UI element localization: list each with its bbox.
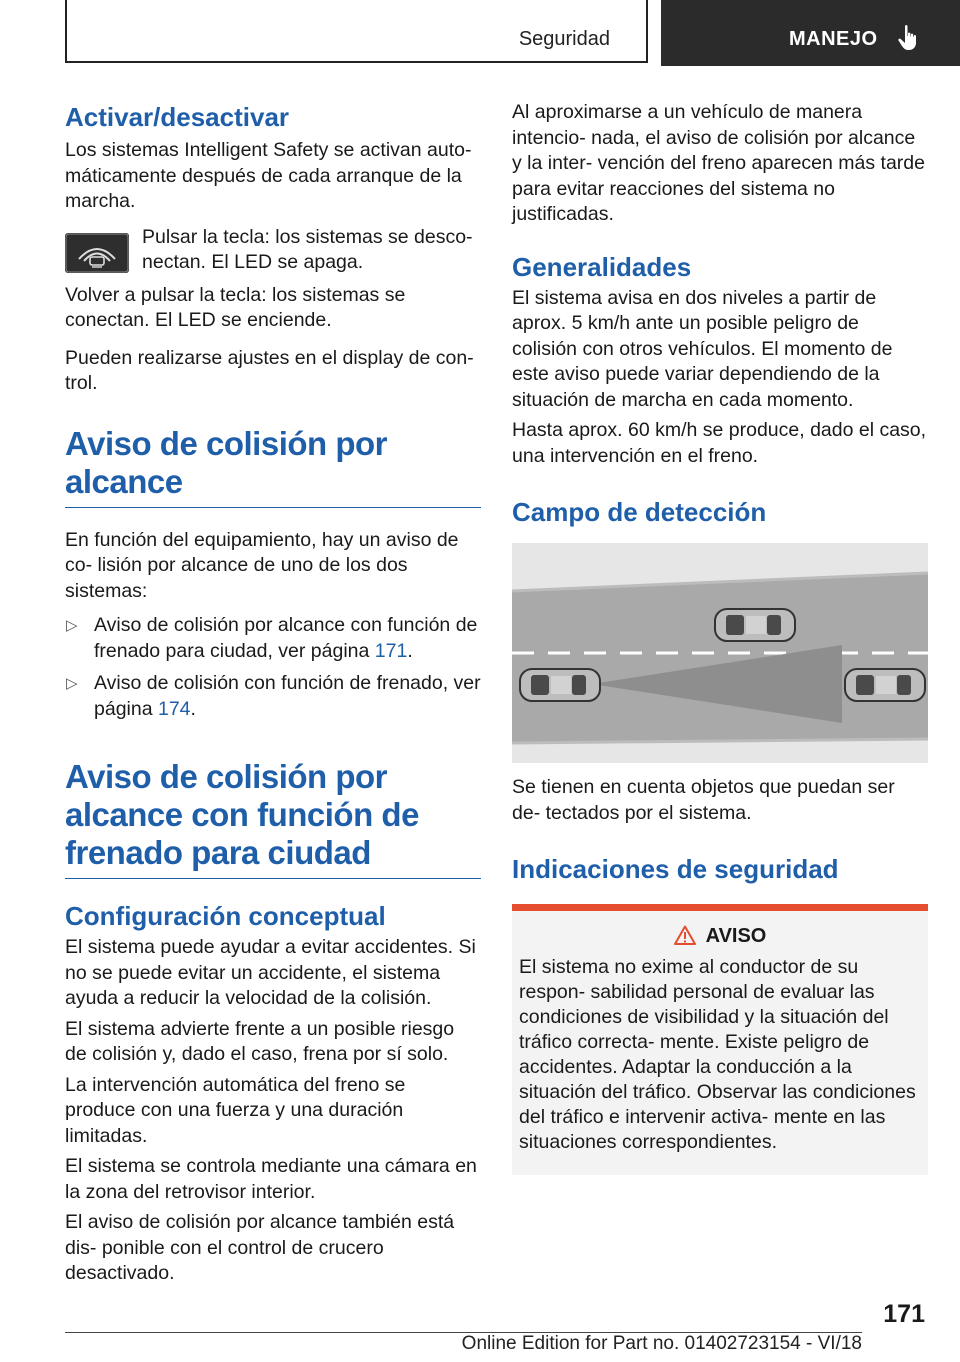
hand-pointer-icon: [897, 24, 921, 57]
warning-bar: [512, 904, 928, 911]
bullet-triangle-icon: ▷: [66, 617, 78, 634]
warning-box: [512, 904, 928, 1175]
heading-aviso-ciudad: Aviso de colisión por alcance con función de frenado para ciudad: [65, 758, 481, 879]
paragraph-volver: Volver a pulsar la tecla: los sistemas se conectan. El LED se enciende.: [65, 283, 406, 331]
paragraph-activar: Los sistemas Intelligent Safety se activan auto- máticamente después de cada arranque de la marcha.: [65, 139, 472, 212]
paragraph-campo: Se tienen en cuenta objetos que puedan ser de- tectados por el sistema.: [512, 776, 895, 824]
left-column: [65, 100, 481, 1287]
detection-field-illustration: [512, 543, 928, 763]
paragraph-config-5: El aviso de colisión por alcance también está dis- ponible con el control de crucero desactivado.: [65, 1211, 455, 1284]
paragraph-funcion: En función del equipamiento, hay un aviso de co- lisión por alcance de uno de los dos sistemas:: [65, 528, 459, 602]
list-item: [65, 613, 481, 664]
list-item: [65, 671, 481, 722]
paragraph-generalidades-2: Hasta aprox. 60 km/h se produce, dado el caso, una intervención en el freno.: [512, 419, 927, 467]
car-icon: [715, 609, 795, 641]
warning-text: El sistema no exime al conductor de su respon- sabilidad personal de evaluar las condiciones de visibilidad y la situación del tráfico correcta- mente. Existe peligro de accidentes. Adaptar la conducción a la situación del tráfico. Observar las condiciones del tráfico e intervenir activa- mente en las situaciones correspondientes.: [519, 956, 916, 1153]
section-tab: [65, 0, 648, 63]
warning-triangle-icon: [674, 925, 696, 951]
bullet-triangle-icon: ▷: [66, 675, 78, 692]
warning-title-text: AVISO: [705, 925, 767, 947]
page-link[interactable]: 171: [374, 639, 408, 662]
key-instruction-text: Pulsar la tecla: los sistemas se desco- nectan. El LED se apaga.: [142, 225, 473, 273]
paragraph-config-2: El sistema advierte frente a un posible riesgo de colisión y, dado el caso, frena por sí solo.: [65, 1017, 455, 1065]
heading-activar: Activar/desactivar: [65, 102, 290, 132]
heading-campo-deteccion: Campo de detección: [512, 497, 767, 527]
list-item-end: .: [190, 697, 196, 720]
warning-title: [519, 925, 921, 951]
chapter-tab: [661, 0, 960, 66]
page-header: [65, 0, 960, 66]
heading-configuracion: Configuración conceptual: [65, 901, 386, 931]
footer-edition: Online Edition for Part no. 01402723154 - VI/18: [461, 1333, 862, 1354]
paragraph-ajustes: Pueden realizarse ajustes en el display de con- trol.: [65, 346, 474, 394]
paragraph-config-3: La intervención automática del freno se produce con una fuerza y una duración limitadas.: [65, 1073, 406, 1147]
list-item-end: .: [407, 639, 413, 662]
key-instruction: [65, 225, 481, 277]
section-label: Seguridad: [518, 28, 610, 50]
paragraph-config-1: El sistema puede ayudar a evitar accidentes. Si no se puede evitar un accidente, el sistema ayuda a reducir la velocidad de la colisión.: [65, 936, 476, 1009]
list-item-text: Aviso de colisión por alcance con función de frenado para ciudad, ver página: [94, 614, 478, 662]
paragraph-generalidades-1: El sistema avisa en dos niveles a partir de aprox. 5 km/h ante un posible peligro de colisión con otros vehículos. El momento de este aviso puede variar dependiendo de la situación de marcha en cada momento.: [512, 286, 893, 411]
heading-indicaciones: Indicaciones de seguridad: [512, 854, 839, 884]
page-number: 171: [883, 1300, 925, 1328]
paragraph-config-4: El sistema se controla mediante una cámara en la zona del retrovisor interior.: [65, 1155, 477, 1203]
heading-generalidades: Generalidades: [512, 251, 692, 282]
page-link[interactable]: 174: [157, 697, 191, 720]
list-item-text: Aviso de colisión con función de frenado, ver página: [94, 672, 481, 720]
chapter-label: MANEJO: [789, 28, 878, 50]
right-column: [512, 100, 928, 1175]
car-icon: [845, 669, 925, 701]
intelligent-safety-button-icon: [65, 233, 129, 273]
paragraph-aproximarse: Al aproximarse a un vehículo de manera intencio- nada, el aviso de colisión por alcance y la inter- vención del freno aparecen más tarde para evitar reacciones del sistema no justificadas.: [512, 101, 925, 225]
car-icon: [520, 669, 600, 701]
heading-aviso-colision: Aviso de colisión por alcance: [65, 425, 481, 508]
